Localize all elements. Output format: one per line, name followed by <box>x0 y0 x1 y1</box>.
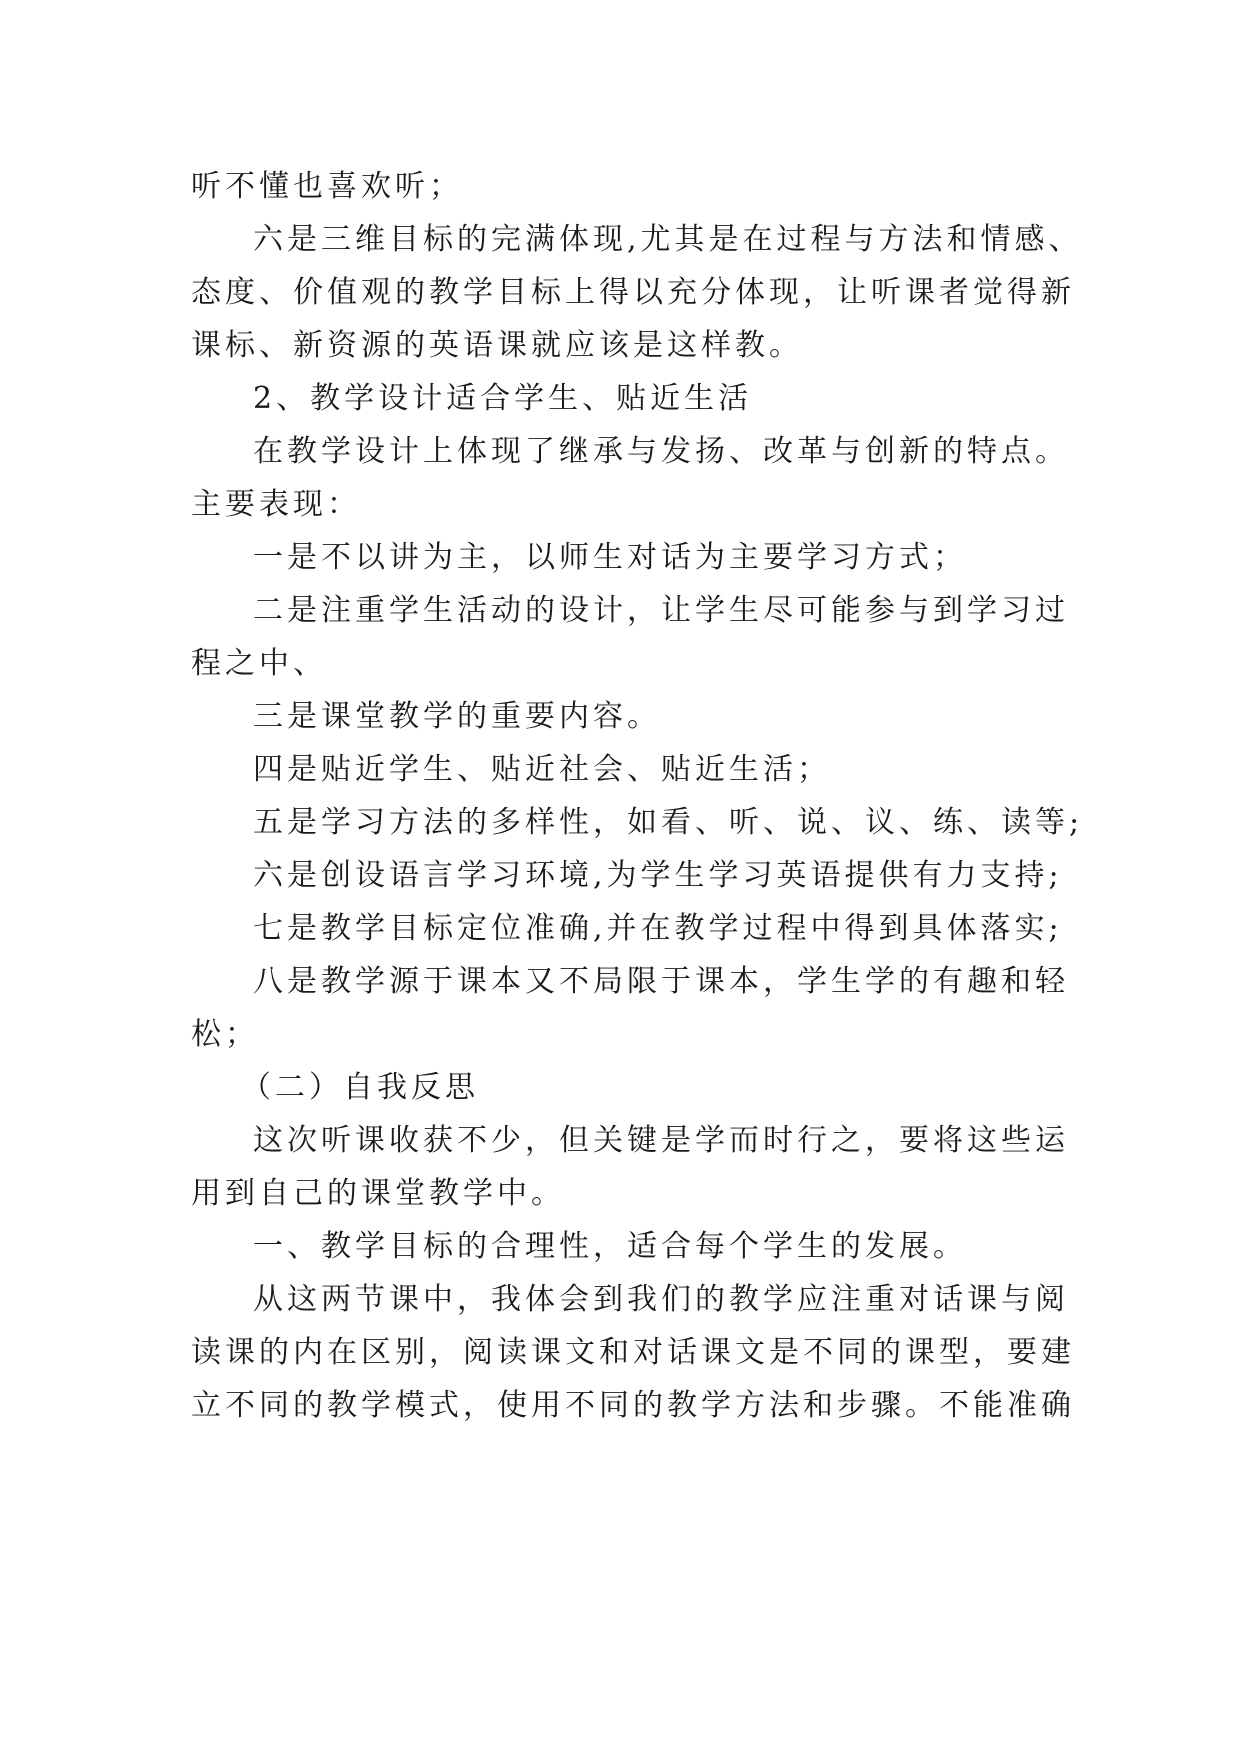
text-line: 主要表现： <box>191 487 361 522</box>
text-line: 五是学习方法的多样性，如看、听、说、议、练、读等; <box>253 805 1084 840</box>
text-line: 态度、价值观的教学目标上得以充分体现，让听课者觉得新 <box>191 275 1075 310</box>
text-line: 读课的内在区别，阅读课文和对话课文是不同的课型，要建 <box>191 1335 1075 1370</box>
text-line: 一、教学目标的合理性，适合每个学生的发展。 <box>253 1229 967 1264</box>
text-line: 听不懂也喜欢听； <box>191 169 463 204</box>
text-line: 立不同的教学模式，使用不同的教学方法和步骤。不能准确 <box>191 1388 1075 1423</box>
text-line: 用到自己的课堂教学中。 <box>191 1176 565 1211</box>
text-line: 八是教学源于课本又不局限于课本，学生学的有趣和轻 <box>253 964 1069 999</box>
text-line: 程之中、 <box>191 646 327 681</box>
text-line: 这次听课收获不少，但关键是学而时行之，要将这些运 <box>253 1123 1069 1158</box>
text-line: 从这两节课中，我体会到我们的教学应注重对话课与阅 <box>253 1282 1069 1317</box>
text-line: 松； <box>191 1017 259 1052</box>
section-heading: （二）自我反思 <box>241 1070 479 1105</box>
text-line: 六是创设语言学习环境,为学生学习英语提供有力支持; <box>253 858 1063 893</box>
text-line: 二是注重学生活动的设计，让学生尽可能参与到学习过 <box>253 593 1069 628</box>
text-line: 一是不以讲为主，以师生对话为主要学习方式； <box>253 540 967 575</box>
text-line: 课标、新资源的英语课就应该是这样教。 <box>191 328 803 363</box>
text-line: 七是教学目标定位准确,并在教学过程中得到具体落实; <box>253 911 1063 946</box>
text-line: 四是贴近学生、贴近社会、贴近生活； <box>253 752 831 787</box>
text-line: 三是课堂教学的重要内容。 <box>253 699 661 734</box>
section-heading: 2、教学设计适合学生、贴近生活 <box>253 381 753 416</box>
text-line: 在教学设计上体现了继承与发扬、改革与创新的特点。 <box>253 434 1069 469</box>
text-line: 六是三维目标的完满体现,尤其是在过程与方法和情感、 <box>253 222 1083 257</box>
